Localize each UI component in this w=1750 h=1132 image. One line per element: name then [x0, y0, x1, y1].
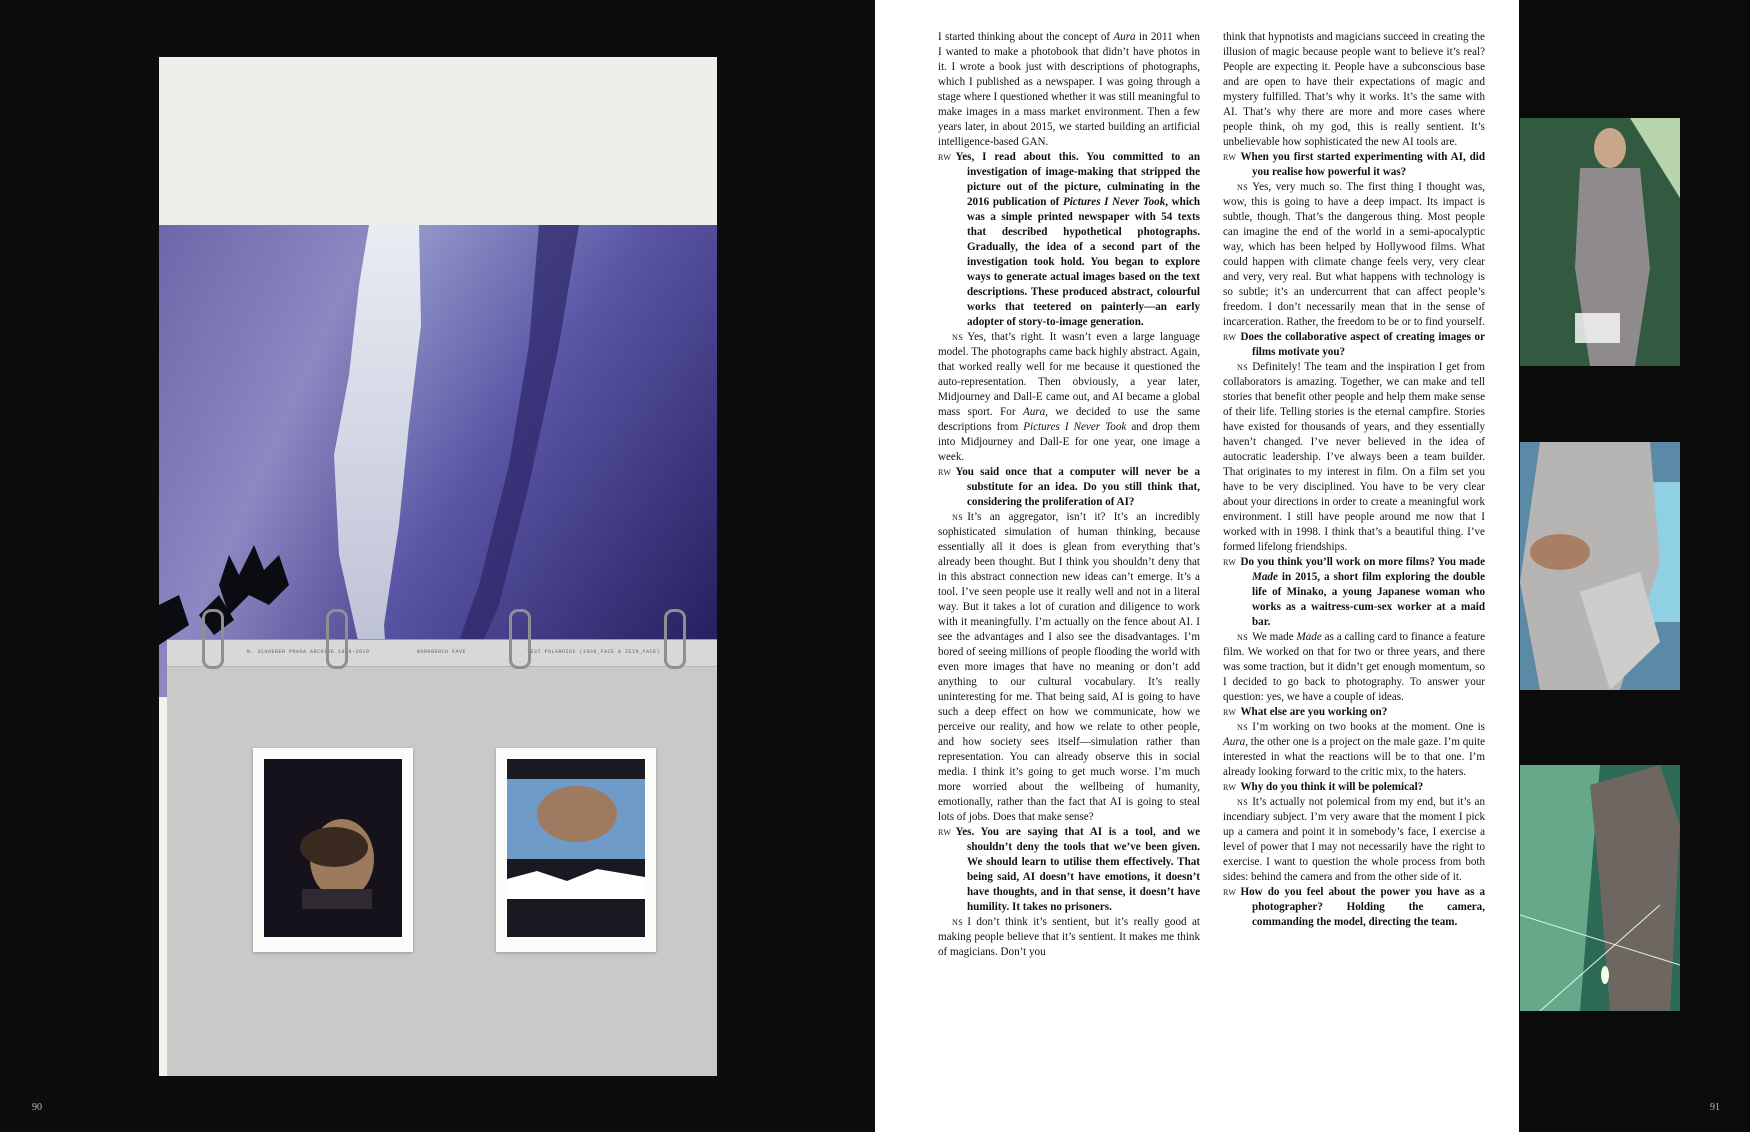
body-text: in 2015, a short film exploring the double life of Minako, a young Japanese woman who works as a waitress-cum-sex worker at a maid bar.	[1252, 571, 1485, 628]
interview-question	[1223, 780, 1485, 795]
body-text: think that hypnotists and magicians succeed in creating the illusion of magic because people want to believe it’s real? People are expecting it. People have a subconscious base and are open to have their expectations of magic and mystery fulfilled. That’s why it works. It’s the same with AI. That’s why there are more and more cases where people think, oh my god, this is really sentient. It’s unbelievable how sophisticated the new AI tools are.	[1223, 31, 1485, 148]
body-text: Yes, that’s right. It wasn’t even a large language model. The photographs came back highly abstract. Again, that worked really well for me because it questioned the auto-representation. Then obviously, a year later, Midjourney and Dall-E came out, and AI became a global mass sport. For	[938, 331, 1200, 418]
right-page	[875, 0, 1750, 1132]
body-text: Definitely! The team and the inspiration I get from collaborators is amazing. Together, we can make and tell stories that benefit other people and help them make sense of their life. Telling stories is the eternal campfire. Stories have existed for thousands of years, and they essentially haven’t changed. I’ve never believed in the idea of autocratic leadership. I’ve always been a team builder. That originates to my interest in film. On a film set you have to be very disciplined. You have to be very clear about your directions in order to create a meaningful work environment. I still have people around me now that I worked with in 1998. I think that’s a beautiful thing. I’ve formed lifelong friendships.	[1223, 361, 1485, 553]
body-text: I don’t think it’s sentient, but it’s really good at making people believe that it’s sentient. It makes me think of magicians. Don’t you	[938, 916, 1200, 958]
polaroid	[496, 748, 656, 952]
blank-sheet	[159, 57, 717, 227]
speaker-initials: NS	[952, 918, 964, 927]
speaker-initials: NS	[1237, 183, 1249, 192]
speaker-initials: NS	[1237, 798, 1249, 807]
body-text: When you first started experimenting with AI, did you realise how powerful it was?	[1240, 151, 1485, 178]
interview-answer	[1223, 360, 1485, 555]
title-italic: Aura	[1022, 406, 1046, 418]
fashion-photo-illustration	[1520, 118, 1680, 366]
speaker-initials: RW	[938, 828, 952, 837]
speaker-initials: NS	[1237, 363, 1249, 372]
body-text: Yes, very much so. The first thing I thought was, wow, this is going to have a deep impact. Its impact is subtle, though. That’s the dangerous thing. Most people can imagine the end of the world in a semi-apocalyptic way, which has been helped by Hollywood films. What could happen with climate change feels very, very clear and very, very real. But what happens with technology is so subtle; it’s an undercurrent that can affect people’s freedom. I don’t necessarily mean that in the sense of incarceration. Rather, the freedom to be or to find yourself.	[1223, 181, 1486, 328]
binder-ring	[664, 609, 686, 669]
speaker-initials: RW	[1223, 558, 1237, 567]
interview-answer	[1223, 720, 1485, 780]
polaroid	[253, 748, 413, 952]
fashion-photo-illustration	[1520, 765, 1680, 1011]
body-text: We made	[1252, 631, 1297, 643]
binder-sleeve	[167, 639, 717, 1076]
article-column-1	[938, 30, 1200, 960]
interview-answer	[938, 510, 1200, 825]
interview-question	[1223, 705, 1485, 720]
body-text: I started thinking about the concept of	[938, 31, 1114, 43]
binder-ring	[509, 609, 531, 669]
speaker-initials: RW	[938, 153, 952, 162]
body-text: How do you feel about the power you have as a photographer? Holding the camera, commanding the model, directing the team.	[1240, 886, 1485, 928]
page-number-left: 90	[32, 1102, 42, 1113]
binder-photograph	[159, 57, 717, 1076]
binder-ring	[202, 609, 224, 669]
speaker-initials: NS	[1237, 633, 1249, 642]
title-italic: Made	[1252, 571, 1278, 583]
speaker-initials: RW	[938, 468, 952, 477]
interview-question	[938, 465, 1200, 510]
portrait-illustration	[264, 759, 402, 937]
portrait-illustration	[507, 759, 645, 937]
body-text: , which was a simple printed newspaper with 54 texts that described hypothetical photographs. Gradually, the idea of a second part of the investigation took hold. You began to explore ways to generate actual images based on the text descriptions. These produced abstract, colourful works that teetered on painterly—an early adopter of story-to-image generation.	[967, 196, 1201, 328]
title-italic: Aura	[1113, 31, 1136, 43]
body-text: Yes, I read about this. You committed to an investigation of image-making that stripped the picture out of the picture, culminating in the 2016 publication of	[955, 151, 1200, 208]
body-text: , the other one is a project on the male gaze. I’m quite interested in what the reactions will be to that one. I’m already looking forward to the critic mix, to the haters.	[1223, 736, 1485, 778]
body-text: Do you think you’ll work on more films? You made	[1240, 556, 1485, 568]
body-paragraph	[1223, 30, 1485, 150]
mountain-print	[159, 225, 717, 697]
speaker-initials: NS	[952, 333, 964, 342]
interview-answer	[1223, 180, 1485, 330]
interview-question	[1223, 150, 1485, 180]
body-text: What else are you working on?	[1240, 706, 1388, 718]
interview-answer	[1223, 630, 1485, 705]
body-text: Why do you think it will be polemical?	[1240, 781, 1424, 793]
interview-answer	[1223, 795, 1485, 885]
speaker-initials: NS	[1237, 723, 1249, 732]
body-text: It’s actually not polemical from my end, but it’s an incendiary subject. I’m very aware that the moment I pick up a camera and point it in somebody’s face, I exercise a level of power that I may not necessarily have the right to exercise. I want to question the whole process from both sides: behind the camera and from the other side of it.	[1223, 796, 1485, 883]
interview-answer	[938, 330, 1200, 465]
polaroid-image	[264, 759, 402, 937]
body-paragraph	[938, 30, 1200, 150]
speaker-initials: RW	[1223, 783, 1237, 792]
strip-label: N. SCHOERER PRADA ARCHIVE 1998–2010	[247, 649, 370, 655]
side-photo-3	[1520, 765, 1680, 1011]
mountain-illustration	[159, 225, 717, 697]
side-photo-2	[1520, 442, 1680, 690]
title-italic: Made	[1296, 631, 1322, 643]
polaroid-image	[507, 759, 645, 937]
body-text: Yes. You are saying that AI is a tool, and we shouldn’t deny the tools that we’ve been given. We should learn to utilise them effectively. That being said, AI doesn’t have emotions, it doesn’t have thoughts, and in that sense, it doesn’t have humility. It takes no prisoners.	[955, 826, 1200, 913]
body-text: , we decided to use the same descriptions from	[938, 406, 1200, 433]
speaker-initials: RW	[1223, 153, 1237, 162]
speaker-initials: RW	[1223, 888, 1237, 897]
interview-question	[1223, 885, 1485, 930]
page-number-right: 91	[1710, 1102, 1720, 1113]
interview-question	[1223, 330, 1485, 360]
speaker-initials: RW	[1223, 333, 1237, 342]
body-text: It’s an aggregator, isn’t it? It’s an incredibly sophisticated simulation of human thinking, because essentially all it does is glean from everything that’s already been thought. But I think you shouldn’t deny that in this abstract connection new ideas can’t emerge. It’s a tool. I’ve seen people use it really well and not in a literal way. But it takes a lot of curation and diligence to work with it meaningfully. I’m actually on the fence about AI. I see the advantages and I also see the disadvantages. I’m bored of seeing millions of people flooding the world with even more images that have no meaning or don’t add anything to our cultural vocabulary. It’s really uninteresting for me. That being said, AI is going to have such a deep effect on how we communicate, how we perceive our reality, and how we relate to other people, and how society sees itself—simulation rather than representation. You can already observe this in social media. I think it’s going to get much worse. I’m much more worried about the wellbeing of humanity, emotionally, rather than the fact that AI is going to steal lots of jobs. Does that make sense?	[938, 511, 1200, 823]
interview-question	[938, 150, 1200, 330]
strip-label: WORKBENCH FAVE	[417, 649, 467, 655]
title-italic: Pictures I Never Took	[1062, 196, 1166, 208]
body-text: and drop them into Midjourney and Dall-E for one year, one image a week.	[938, 421, 1200, 463]
body-text: as a calling card to finance a feature film. We worked on that for two or three years, and there was some traction, but it didn’t get enough momentum, so I decided to go back to photography. To answer your question: yes, we have a couple of ideas.	[1223, 631, 1486, 703]
body-text: You said once that a computer will never be a substitute for an idea. Do you still think that, considering the proliferation of AI?	[955, 466, 1200, 508]
interview-answer	[938, 915, 1200, 960]
interview-question	[1223, 555, 1485, 630]
speaker-initials: NS	[952, 513, 964, 522]
article-column-2	[1223, 30, 1485, 930]
binder-ring	[326, 609, 348, 669]
binder-label-strip	[167, 640, 717, 667]
strip-label: TEST POLAROIDS (1998_FACE & ZEIN_FACE)	[527, 649, 661, 655]
side-photo-1	[1520, 118, 1680, 366]
title-italic: Pictures I Never Took	[1023, 421, 1127, 433]
body-text: Does the collaborative aspect of creating images or films motivate you?	[1240, 331, 1485, 358]
speaker-initials: RW	[1223, 708, 1237, 717]
fashion-photo-illustration	[1520, 442, 1680, 690]
body-text: I’m working on two books at the moment. One is	[1252, 721, 1485, 733]
title-italic: Aura	[1223, 736, 1246, 748]
body-text: in 2011 when I wanted to make a photobook that didn’t have photos in it. I wrote a book just with descriptions of photographs, which I published as a newspaper. I was going through a stage where I questioned whether it was still meaningful to make images in a mass market environment. Then a few years later, in about 2015, we started building an artificial intelligence-based GAN.	[938, 31, 1200, 148]
interview-question	[938, 825, 1200, 915]
